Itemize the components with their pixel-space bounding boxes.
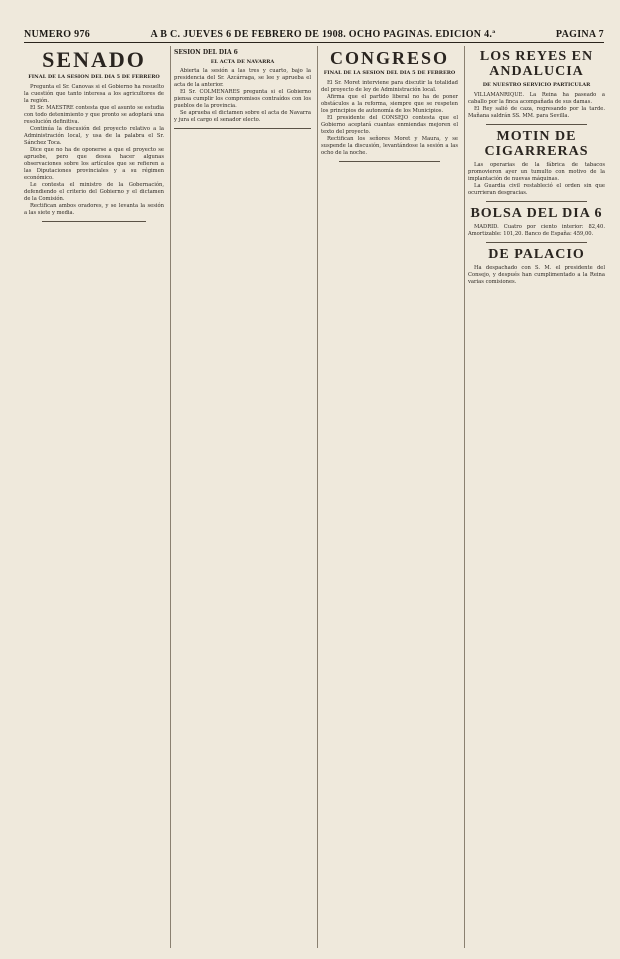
article-paragraph: El Sr. Moret interviene para discutir la totalidad del proyecto de ley de Administración local. <box>321 79 458 93</box>
divider <box>174 128 311 129</box>
article-paragraph: Abierta la sesión a las tres y cuarto, bajo la presidencia del Sr. Azcárraga, se lee y aprueba el acta de la anterior. <box>174 68 311 88</box>
article-paragraph: Dice que no ha de oponerse a que el proyecto se apruebe, pero que desea hacer algunas observaciones sobre los artículos que se refieren a las Diputaciones provinciales y a su régimen económico. <box>24 146 164 181</box>
article-paragraph: Continúa la discusión del proyecto relativo a la Administración local, y usa de la palabra el Sr. Sánchez Toca. <box>24 125 164 146</box>
session-heading: SESION DEL DIA 6 <box>174 49 238 56</box>
congreso-subtitle: FINAL DE LA SESION DEL DIA 5 DE FEBRERO <box>323 70 456 76</box>
article-paragraph: Rectifican los señores Moret y Maura, y se suspende la discusión, levantándose la sesión a las ocho de la noche. <box>321 135 458 156</box>
issue-number: NUMERO 976 <box>24 28 91 40</box>
column-3 <box>317 46 458 948</box>
reyes-title: LOS REYES EN ANDALUCIA <box>479 49 594 79</box>
article-paragraph: VILLAMANRIQUE. La Reina ha paseado a caballo por la finca acompañada de sus damas. <box>468 91 605 105</box>
reyes-subtitle: DE NUESTRO SERVICIO PARTICULAR <box>482 82 591 88</box>
article-paragraph: Le contesta el ministro de la Gobernación, defendiendo el criterio del Gobierno y el dictamen de la Comisión. <box>24 181 164 202</box>
masthead <box>24 26 604 43</box>
article-paragraph: El presidente del CONSEJO contesta que el Gobierno aceptará cuantas enmiendas mejoren el texto del proyecto. <box>321 114 458 135</box>
newspaper-page <box>24 46 606 948</box>
page-number: PAGINA 7 <box>555 28 604 40</box>
senado-subtitle: FINAL DE LA SESION DEL DIA 5 DE FEBRERO <box>28 74 160 80</box>
article-paragraph: El Rey salió de caza, regresando por la tarde. Mañana saldrán SS. MM. para Sevilla. <box>468 105 605 119</box>
article-paragraph: Las operarias de la fábrica de tabacos promovieron ayer un tumulto con motivo de la implantación de nuevas máquinas. <box>468 161 605 182</box>
article-paragraph: MADRID. Cuatro por ciento interior: 82,40. Amortizable: 101,20. Banco de España: 459,00. <box>468 223 605 237</box>
divider <box>486 242 587 243</box>
masthead-date-line: A B C. JUEVES 6 DE FEBRERO DE 1908. OCHO PAGINAS. EDICION 4.ª <box>150 28 496 40</box>
article-paragraph: El Sr. MAESTRE contesta que el asunto se estudia con todo detenimiento y que pronto se adoptará una resolución definitiva. <box>24 104 164 125</box>
column-2 <box>170 46 311 948</box>
divider <box>339 161 440 162</box>
session-subtitle: EL ACTA DE NAVARRA <box>210 58 275 65</box>
senado-title: SENADO <box>42 47 146 72</box>
divider <box>486 124 587 125</box>
palacio-title: DE PALACIO <box>488 246 585 262</box>
column-1 <box>24 46 164 948</box>
divider <box>486 201 587 202</box>
article-paragraph: Afirma que el partido liberal no ha de poner obstáculos a la reforma, siempre que se respeten los principios de autonomía de los Municipios. <box>321 93 458 114</box>
motin-title: MOTIN DE CIGARRERAS <box>484 128 589 159</box>
article-paragraph: La Guardia civil restableció el orden sin que ocurrieran desgracias. <box>468 182 605 196</box>
bolsa-title: BOLSA DEL DIA 6 <box>470 205 603 221</box>
article-paragraph: Ha despachado con S. M. el presidente del Consejo, y después han cumplimentado a la Reina varias comisiones. <box>468 264 605 285</box>
column-4 <box>464 46 605 948</box>
article-paragraph: El Sr. COLMENARES pregunta si el Gobierno piensa cumplir los compromisos contraídos con los pueblos de la provincia. <box>174 89 311 109</box>
congreso-title: CONGRESO <box>329 48 450 68</box>
article-paragraph: Rectifican ambos oradores, y se levanta la sesión a las siete y media. <box>24 202 164 216</box>
article-paragraph: Se aprueba el dictamen sobre el acta de Navarra y jura el cargo el senador electo. <box>174 110 311 123</box>
divider <box>42 221 146 222</box>
article-paragraph: Pregunta el Sr. Canovas si el Gobierno ha resuelto la cuestión que tanto interesa a los agricultores de la región. <box>24 83 164 104</box>
